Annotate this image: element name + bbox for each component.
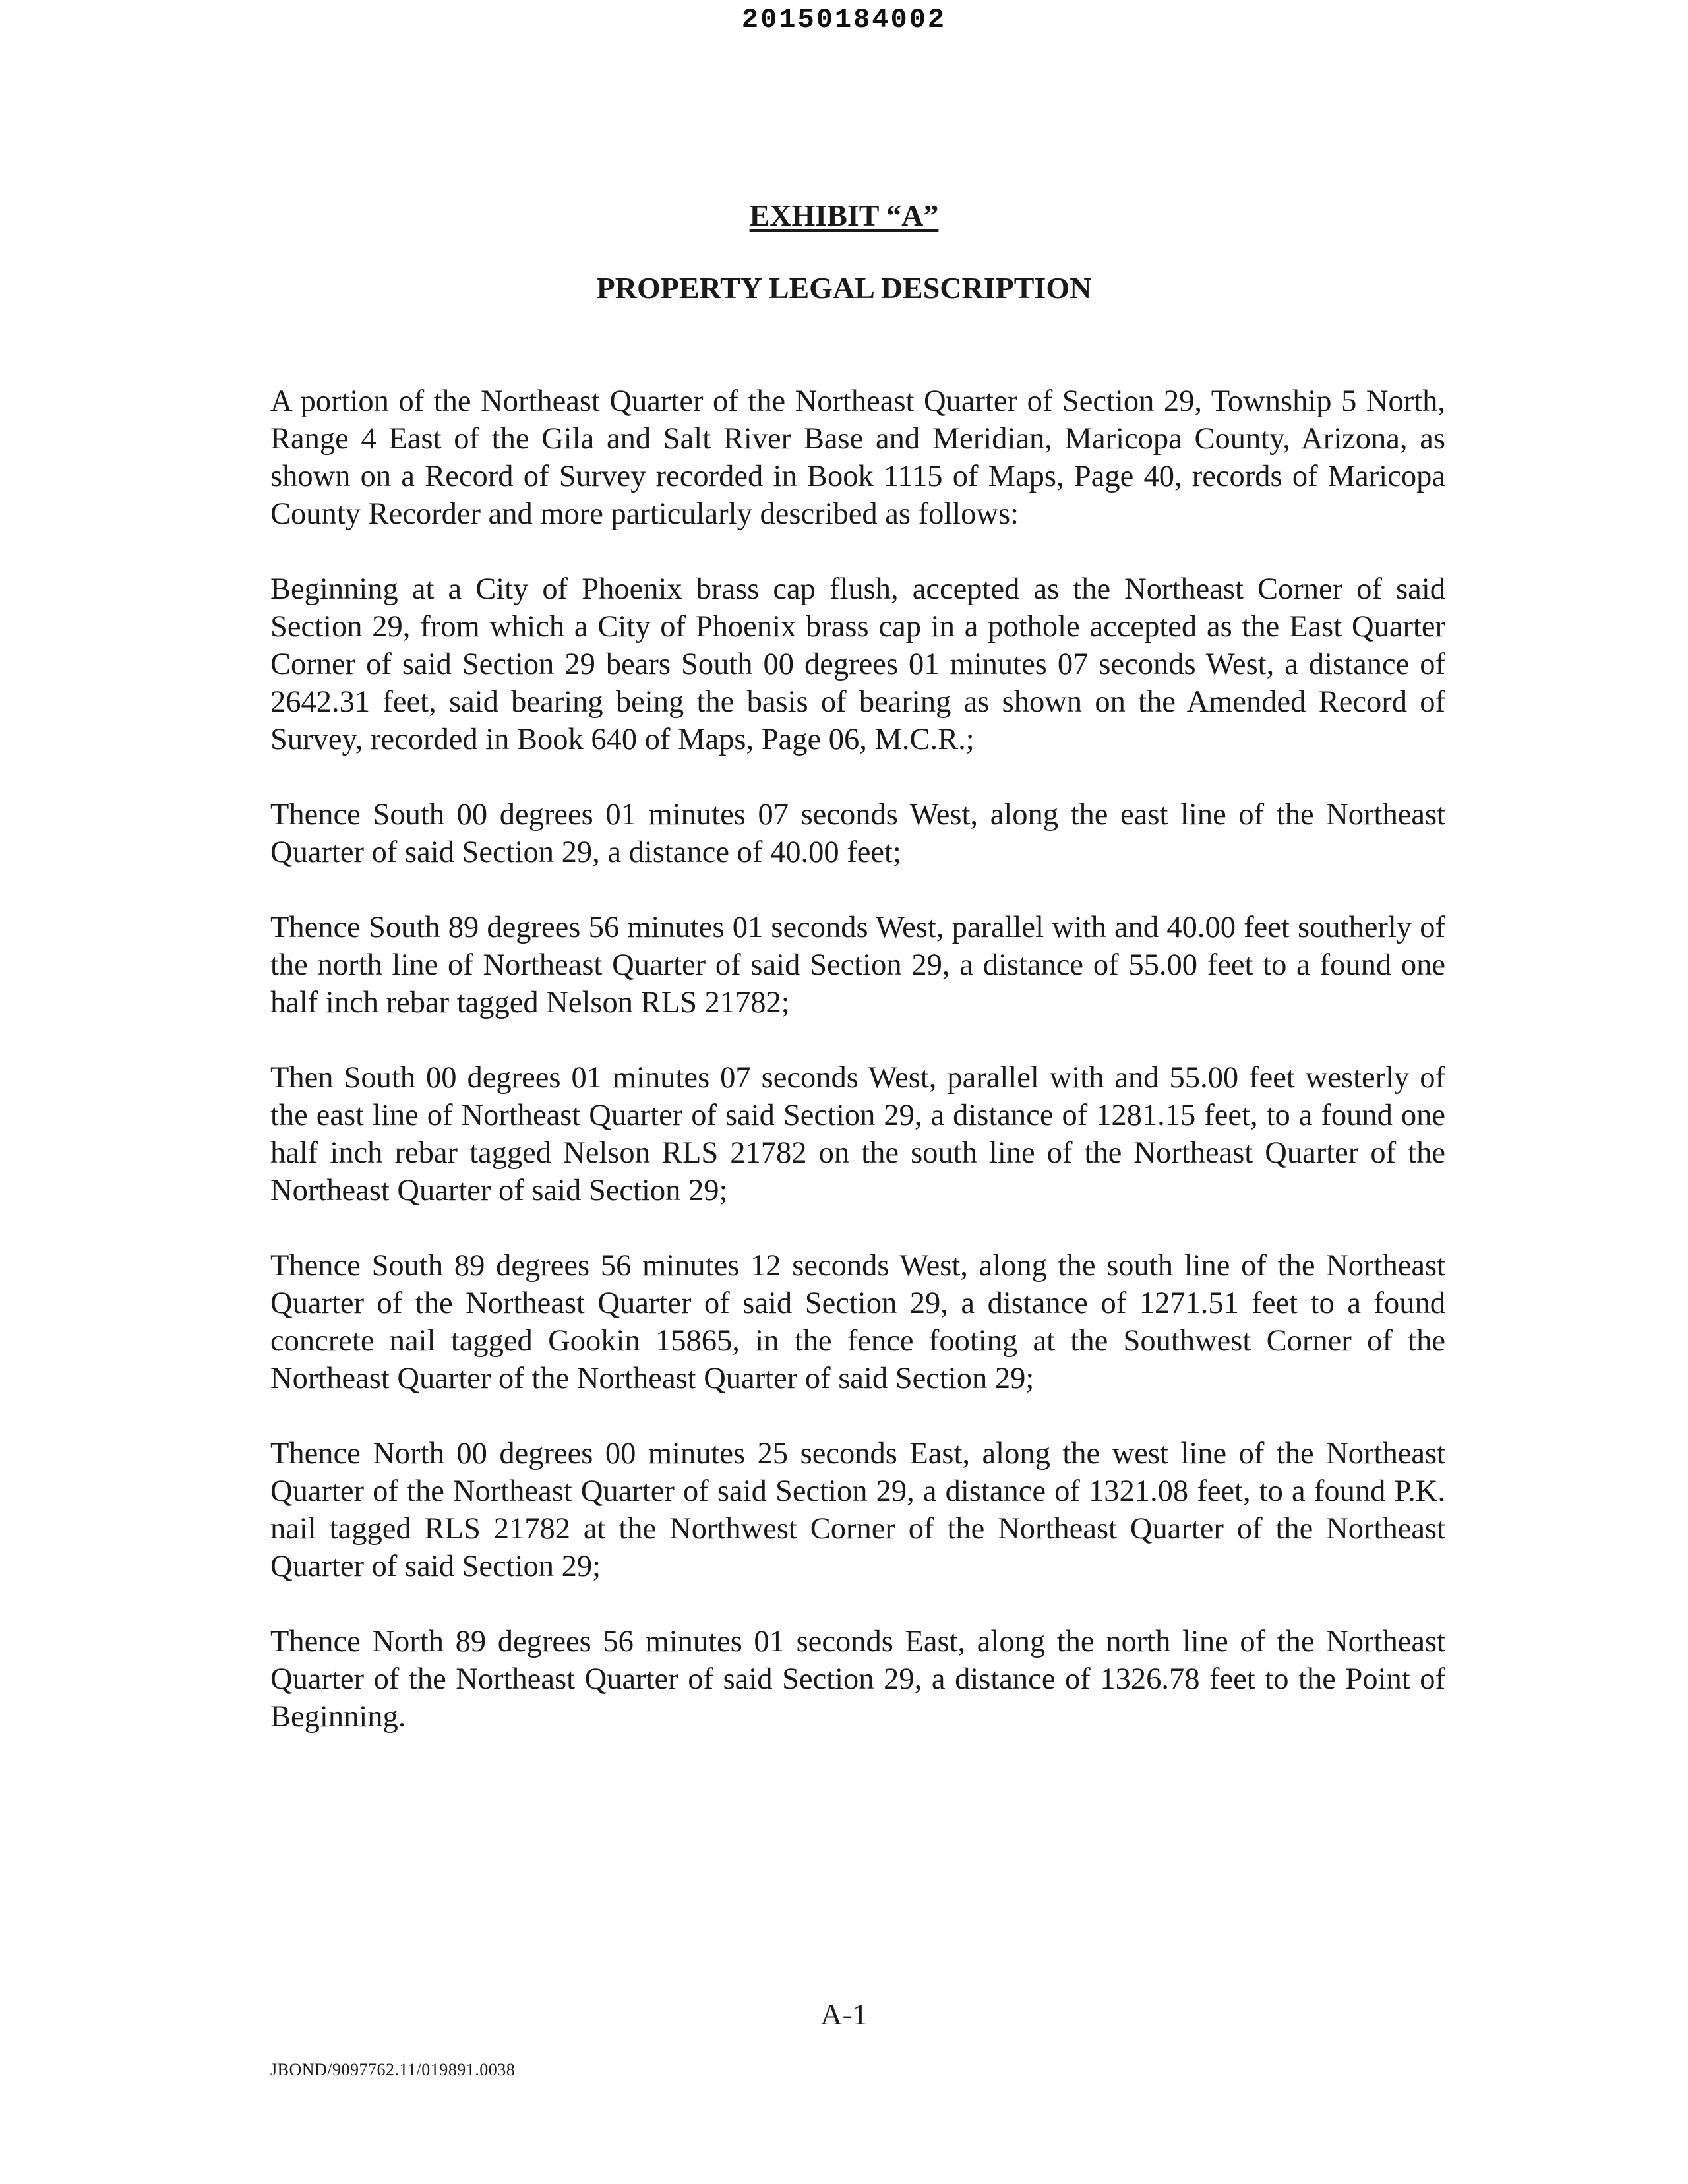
- paragraph-course-2: Thence South 89 degrees 56 minutes 01 seconds West, parallel with and 40.00 feet southerly of the north line of Northeast Quarter of said Section 29, a distance of 55.00 feet to a found one half inch rebar tagged Nelson RLS 21782;: [270, 911, 1445, 1019]
- exhibit-subtitle: PROPERTY LEGAL DESCRIPTION: [596, 271, 1092, 305]
- paragraph-course-4: Thence South 89 degrees 56 minutes 12 seconds West, along the south line of the Northeast Quarter of the Northeast Quarter of said Section 29, a distance of 1271.51 feet to a found concrete nail tagged Gookin 15865, in the fence footing at the Southwest Corner of the Northeast Quarter of the Northeast Quarter of said Section 29;: [270, 1249, 1445, 1395]
- paragraph-course-1: Thence South 00 degrees 01 minutes 07 seconds West, along the east line of the Northeast Quarter of said Section 29, a distance of 40.00 feet;: [270, 798, 1445, 869]
- document-id: JBOND/9097762.11/019891.0038: [270, 2060, 516, 2079]
- legal-description-body: [270, 382, 1445, 1773]
- paragraph-course-3: Then South 00 degrees 01 minutes 07 seconds West, parallel with and 55.00 feet westerly of the east line of Northeast Quarter of said Section 29, a distance of 1281.15 feet, to a found one half inch rebar tagged Nelson RLS 21782 on the south line of the Northeast Quarter of the Northeast Quarter of said Section 29;: [270, 1061, 1445, 1207]
- page-number: A-1: [820, 1997, 868, 2031]
- paragraph-course-5: Thence North 00 degrees 00 minutes 25 seconds East, along the west line of the Northeast Quarter of the Northeast Quarter of said Section 29, a distance of 1321.08 feet, to a found P.K. nail tagged RLS 21782 at the Northwest Corner of the Northeast Quarter of the Northeast Quarter of said Section 29;: [270, 1437, 1445, 1583]
- paragraph-intro: A portion of the Northeast Quarter of the Northeast Quarter of Section 29, Township 5 North, Range 4 East of the Gila and Salt River Base and Meridian, Maricopa County, Arizona, as shown on a Record of Survey recorded in Book 1115 of Maps, Page 40, records of Maricopa County Recorder and more particularly described as follows:: [270, 384, 1445, 531]
- paragraph-point-of-beginning: Beginning at a City of Phoenix brass cap flush, accepted as the Northeast Corner of said Section 29, from which a City of Phoenix brass cap in a pothole accepted as the East Quarter Corner of said Section 29 bears South 00 degrees 01 minutes 07 seconds West, a distance of 2642.31 feet, said bearing being the basis of bearing as shown on the Amended Record of Survey, recorded in Book 640 of Maps, Page 06, M.C.R.;: [270, 572, 1445, 756]
- recording-number: 20150184002: [741, 4, 947, 36]
- exhibit-title: EXHIBIT “A”: [749, 198, 939, 232]
- paragraph-course-6: Thence North 89 degrees 56 minutes 01 seconds East, along the north line of the Northeast Quarter of the Northeast Quarter of said Section 29, a distance of 1326.78 feet to the Point of Beginning.: [270, 1625, 1445, 1734]
